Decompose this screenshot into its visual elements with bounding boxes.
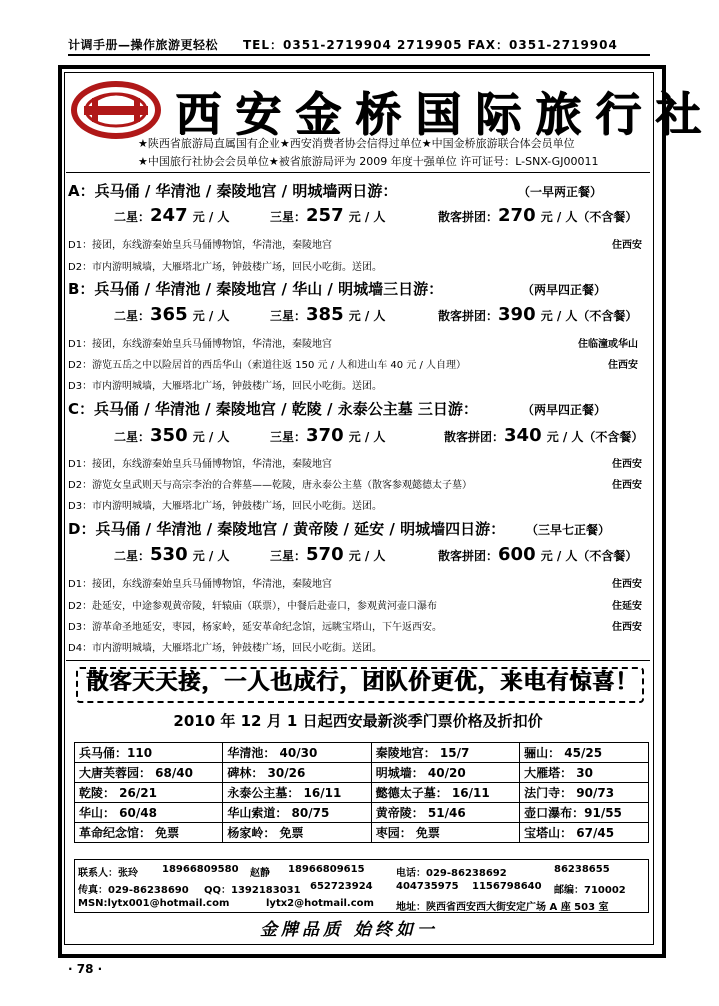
route-a-day1: D1：接团，东线游秦始皇兵马俑博物馆，华清池，秦陵地宫 bbox=[68, 240, 333, 251]
route-c-title: C：兵马俑 / 华清池 / 秦陵地宫 / 乾陵 / 永泰公主墓 三日游： bbox=[68, 400, 478, 418]
table-cell: 杨家岭： 免票 bbox=[223, 823, 371, 843]
company-name: 西安金桥国际旅行社 bbox=[175, 87, 715, 141]
divider bbox=[66, 660, 650, 661]
table-cell: 兵马俑：110 bbox=[75, 743, 223, 763]
table-cell: 明城墙： 40/20 bbox=[371, 763, 519, 783]
route-c-meals: （两早四正餐） bbox=[522, 403, 607, 417]
company-logo bbox=[70, 80, 162, 140]
route-d-price-2star: 二星：530 元 / 人 bbox=[114, 544, 230, 565]
contact-phone: 电话：029-86238692 bbox=[396, 868, 507, 879]
contact-qq: QQ：1392183031 bbox=[204, 885, 301, 896]
route-d-price-group: 散客拼团：600 元 / 人（不含餐） bbox=[438, 544, 638, 565]
table-cell: 碑林： 30/26 bbox=[223, 763, 371, 783]
contact-mobile-1: 18966809580 bbox=[162, 864, 239, 875]
contact-qq-4: 1156798640 bbox=[472, 881, 542, 892]
contact-postcode: 邮编：710002 bbox=[554, 885, 626, 896]
table-cell: 乾陵： 26/21 bbox=[75, 783, 223, 803]
handbook-slogan: 计调手册—操作旅游更轻松 bbox=[68, 38, 219, 52]
route-b-day1: D1：接团，东线游秦始皇兵马俑博物馆，华清池，秦陵地宫 bbox=[68, 339, 333, 350]
route-b-day3: D3：市内游明城墙，大雁塔北广场，钟鼓楼广场，回民小吃街。送团。 bbox=[68, 381, 383, 392]
company-motto: 金牌品质 始终如一 bbox=[260, 920, 438, 940]
route-b-price-2star: 二星：365 元 / 人 bbox=[114, 304, 230, 325]
route-c-day1-stay: 住西安 bbox=[612, 459, 642, 470]
table-row bbox=[75, 823, 649, 843]
contact-fax: 传真：029-86238690 bbox=[78, 885, 189, 896]
route-d-day1-stay: 住西安 bbox=[612, 579, 642, 590]
route-d-day2-stay: 住延安 bbox=[612, 601, 642, 612]
contact-box bbox=[74, 859, 649, 913]
route-d-day3-stay: 住西安 bbox=[612, 622, 642, 633]
table-cell: 黄帝陵： 51/46 bbox=[371, 803, 519, 823]
table-cell: 大雁塔： 30 bbox=[520, 763, 649, 783]
route-b-day1-stay: 住临潼或华山 bbox=[578, 339, 638, 350]
route-c-day1: D1：接团，东线游秦始皇兵马俑博物馆，华清池，秦陵地宫 bbox=[68, 459, 333, 470]
route-c-day3: D3：市内游明城墙，大雁塔北广场，钟鼓楼广场，回民小吃街。送团。 bbox=[68, 501, 383, 512]
table-cell: 宝塔山： 67/45 bbox=[520, 823, 649, 843]
contact-mobile-2: 18966809615 bbox=[288, 864, 365, 875]
route-d-day4: D4：市内游明城墙，大雁塔北广场，钟鼓楼广场，回民小吃街。送团。 bbox=[68, 643, 383, 654]
table-row bbox=[75, 763, 649, 783]
route-d-day1: D1：接团，东线游秦始皇兵马俑博物馆，华清池，秦陵地宫 bbox=[68, 579, 333, 590]
contact-phones: TEL：0351-2719904 2719905 FAX：0351-2719904 bbox=[243, 38, 618, 52]
route-a-price-3star: 三星：257 元 / 人 bbox=[270, 205, 386, 226]
route-d-day3: D3：游革命圣地延安，枣园，杨家岭，延安革命纪念馆，远眺宝塔山，下午返西安。 bbox=[68, 622, 443, 633]
contact-phone-2: 86238655 bbox=[554, 864, 610, 875]
route-b-title: B：兵马俑 / 华清池 / 秦陵地宫 / 华山 / 明城墙三日游： bbox=[68, 280, 444, 298]
route-a-day2: D2：市内游明城墙，大雁塔北广场，钟鼓楼广场，回民小吃街。送团。 bbox=[68, 262, 383, 273]
table-cell: 永泰公主墓： 16/11 bbox=[223, 783, 371, 803]
contact-qq-2: 652723924 bbox=[310, 881, 373, 892]
table-cell: 骊山： 45/25 bbox=[520, 743, 649, 763]
route-b-price-3star: 三星：385 元 / 人 bbox=[270, 304, 386, 325]
route-d-meals: （三早七正餐） bbox=[526, 523, 611, 537]
table-row bbox=[75, 803, 649, 823]
top-bar bbox=[68, 34, 650, 56]
route-c-price-group: 散客拼团：340 元 / 人（不含餐） bbox=[444, 425, 644, 446]
route-b-meals: （两早四正餐） bbox=[522, 283, 607, 297]
company-credentials-1: ★陕西省旅游局直属国有企业★西安消费者协会信得过单位★中国金桥旅游联合体会员单位 bbox=[138, 137, 575, 150]
route-c-day2-stay: 住西安 bbox=[612, 480, 642, 491]
route-c-price-3star: 三星：370 元 / 人 bbox=[270, 425, 386, 446]
table-cell: 华山： 60/48 bbox=[75, 803, 223, 823]
route-d-title: D：兵马俑 / 华清池 / 秦陵地宫 / 黄帝陵 / 延安 / 明城墙四日游： bbox=[68, 520, 506, 538]
table-row bbox=[75, 783, 649, 803]
route-b-day2-stay: 住西安 bbox=[608, 360, 638, 371]
table-cell: 华山索道： 80/75 bbox=[223, 803, 371, 823]
route-a-title: A：兵马俑 / 华清池 / 秦陵地宫 / 明城墙两日游： bbox=[68, 182, 398, 200]
table-cell: 秦陵地宫： 15/7 bbox=[371, 743, 519, 763]
route-a-meals: （一早两正餐） bbox=[518, 185, 603, 199]
contact-person-2: 赵静 bbox=[250, 868, 270, 879]
route-a-price-group: 散客拼团：270 元 / 人（不含餐） bbox=[438, 205, 638, 226]
ticket-price-table bbox=[74, 742, 649, 843]
contact-msn: MSN:lytx001@hotmail.com bbox=[78, 898, 230, 909]
route-d-day2: D2：赴延安，中途参观黄帝陵，轩辕庙（联票），中餐后赴壶口，参观黄河壶口瀑布 bbox=[68, 601, 438, 612]
table-row bbox=[75, 743, 649, 763]
table-cell: 革命纪念馆： 免票 bbox=[75, 823, 223, 843]
table-cell: 懿德太子墓： 16/11 bbox=[371, 783, 519, 803]
promo-banner bbox=[66, 665, 650, 703]
route-b-day2: D2：游览五岳之中以险居首的西岳华山（索道往返 150 元 / 人和进山车 40 元 / 人自理） bbox=[68, 360, 467, 371]
table-cell: 枣园： 免票 bbox=[371, 823, 519, 843]
route-c-price-2star: 二星：350 元 / 人 bbox=[114, 425, 230, 446]
table-cell: 壶口瀑布：91/55 bbox=[520, 803, 649, 823]
contact-qq-3: 404735975 bbox=[396, 881, 459, 892]
ticket-table-title: 2010 年 12 月 1 日起西安最新淡季门票价格及折扣价 bbox=[173, 712, 543, 730]
table-cell: 华清池： 40/30 bbox=[223, 743, 371, 763]
route-a-price-2star: 二星：247 元 / 人 bbox=[114, 205, 230, 226]
page-number: · 78 · bbox=[68, 962, 103, 976]
route-d-price-3star: 三星：570 元 / 人 bbox=[270, 544, 386, 565]
company-credentials-2: ★中国旅行社协会会员单位★被省旅游局评为 2009 年度十强单位 许可证号：L-SNX-GJ00011 bbox=[138, 155, 599, 168]
table-cell: 大唐芙蓉园： 68/40 bbox=[75, 763, 223, 783]
contact-person-1: 联系人：张玲 bbox=[78, 868, 138, 879]
route-a-day1-stay: 住西安 bbox=[612, 240, 642, 251]
banner-text: 散客天天接，一人也成行，团队价更优，来电有惊喜！ bbox=[85, 670, 638, 695]
route-b-price-group: 散客拼团：390 元 / 人（不含餐） bbox=[438, 304, 638, 325]
contact-address: 地址：陕西省西安西大街安定广场 A 座 503 室 bbox=[396, 902, 609, 913]
route-c-day2: D2：游览女皇武则天与高宗李治的合葬墓——乾陵，唐永泰公主墓（散客参观懿德太子墓） bbox=[68, 480, 473, 491]
table-cell: 法门寺： 90/73 bbox=[520, 783, 649, 803]
divider bbox=[66, 172, 650, 173]
contact-email: lytx2@hotmail.com bbox=[266, 898, 374, 909]
